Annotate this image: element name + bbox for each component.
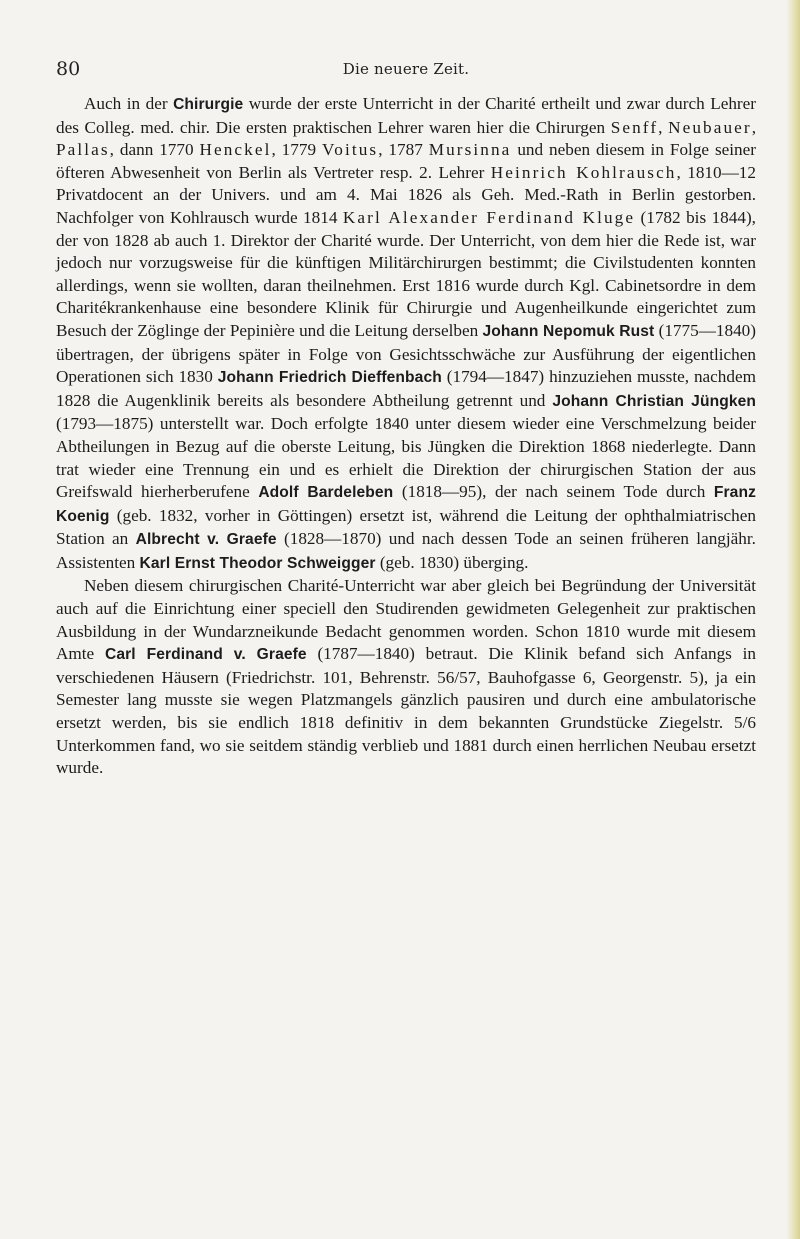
body-text (56, 93, 756, 780)
text-run: (geb. 1832, vorher in Göttingen) ersetzt ist, während die Leitung der ophthalmiatrischen Station an (56, 505, 756, 549)
text-run: (1782 bis 1844), der von 1828 ab auch 1. Direktor der Charité wurde. Der Unterricht, von dem hier die Rede ist, war jedoch nur vorzugsweise für die künftigen Militärchirurgen bestimmt; die Civilstudenten konnten allerdings, wenn sie wollten, daran theilnehmen. Erst 1816 wurde durch Kgl. Cabinetsordre in dem Charitékrankenhause eine besondere Klinik für Chirurgie und Augenheilkunde eingerichtet zum Besuch der Zöglinge der Pepinière und die Leitung derselben (56, 207, 756, 340)
person-name-bold: Johann Nepomuk Rust (482, 322, 655, 340)
text-run: (1828—1870) und nach dessen Tode an seinen früheren langjähr. Assistenten (56, 529, 756, 572)
text-run: wurde der erste Unterricht in der Charité ertheilt und zwar durch Lehrer des Colleg. med. chir. Die ersten praktischen Lehrer waren hier die Chirurgen (56, 94, 756, 137)
person-name-spaced: Mursinna (428, 140, 512, 160)
person-name-bold: Albrecht v. Graefe (135, 531, 277, 549)
paragraph (56, 93, 756, 575)
person-name-spaced: Voitus (321, 140, 379, 160)
person-name-bold: Franz Koenig (56, 484, 756, 525)
text-run: (1787—1840) betraut. Die Klinik befand sich Anfangs in verschiedenen Häusern (Friedrichstr. 101, Behrenstr. 56/57, Bauhofgasse 6, Georgenstr. 5), ja ein Semester lang musste sie wegen Platzmangels gänzlich pausiren und durch eine ambulatorische ersetzt werden, bis sie endlich 1818 definitiv in dem bekannten Grundstücke Ziegelstr. 5/6 Unterkommen fand, wo sie seitdem ständig verblieb und 1881 durch einen herrlichen Neubau ersetzt wurde. (56, 644, 756, 778)
page-header (56, 58, 756, 84)
text-run: , 1779 (271, 140, 322, 160)
page-number: 80 (56, 58, 81, 80)
running-title: Die neuere Zeit. (342, 60, 470, 78)
text-run: , dann 1770 (109, 140, 200, 160)
person-name-spaced: Karl Alexander Ferdinand Kluge (342, 207, 636, 227)
person-name-bold: Carl Ferdinand v. Graefe (104, 646, 307, 664)
text-run: Auch in der (84, 94, 174, 113)
text-run: (1793—1875) unterstellt war. Doch erfolgte 1840 unter diesem wieder eine Verschmelzung beider Abtheilungen in Bezug auf die oberste Leitung, bis Jüngken die Direktion 1868 niederlegte. Dann trat wieder eine Trennung ein und es erhielt die Direktion der chirurgischen Station der aus Greifswald hierherberufene (56, 414, 756, 502)
text-run: , 1810—12 Privatdocent an der Univers. und am 4. Mai 1826 als Geh. Med.-Rath in Berlin gestorben. Nachfolger von Kohlrausch wurde 1814 (56, 162, 756, 227)
page-edge (786, 0, 800, 1239)
person-name-bold: Adolf Bardeleben (258, 484, 394, 502)
text-run: , 1787 (378, 140, 429, 160)
text-run: (1794—1847) hinzuziehen musste, nachdem 1828 die Augenklinik bereits als besondere Abtheilung getrennt und (56, 367, 756, 410)
person-name-bold: Karl Ernst Theodor Schweigger (139, 554, 376, 572)
text-run: Neben diesem chirurgischen Charité-Unterricht war aber gleich bei Begründung der Universität auch auf die Einrichtung einer speciell den Studirenden gewidmeten Gelegenheit zur praktischen Ausbildung in der Wundarzneikunde Bedacht genommen worden. Schon 1810 wurde mit diesem Amte (56, 576, 756, 664)
text-run: (1818—95), der nach seinem Tode durch (393, 482, 714, 502)
person-name-bold: Chirurgie (173, 96, 244, 113)
person-name-spaced: Senff (610, 117, 659, 137)
person-name-spaced: Neubauer (668, 117, 752, 137)
person-name-spaced: Heinrich Kohlrausch (490, 162, 677, 182)
person-name-spaced: Henckel (199, 140, 272, 160)
person-name-bold: Johann Friedrich Dieffenbach (217, 369, 442, 387)
person-name-bold: Johann Christian Jüngken (552, 392, 756, 410)
text-run: und neben diesem in Folge seiner öfteren Abwesenheit von Berlin als Vertreter resp. 2. Lehrer (56, 140, 757, 182)
text-run: (geb. 1830) überging. (375, 552, 529, 572)
text-run: , (658, 117, 669, 137)
person-name-spaced: Pallas (56, 140, 110, 160)
paragraph (56, 575, 756, 779)
text-run: , (751, 117, 756, 137)
text-run: (1775—1840) übertragen, der übrigens später in Folge von Gesichtsschwäche zur Ausführung der eigentlichen Operationen sich 1830 (56, 320, 756, 387)
